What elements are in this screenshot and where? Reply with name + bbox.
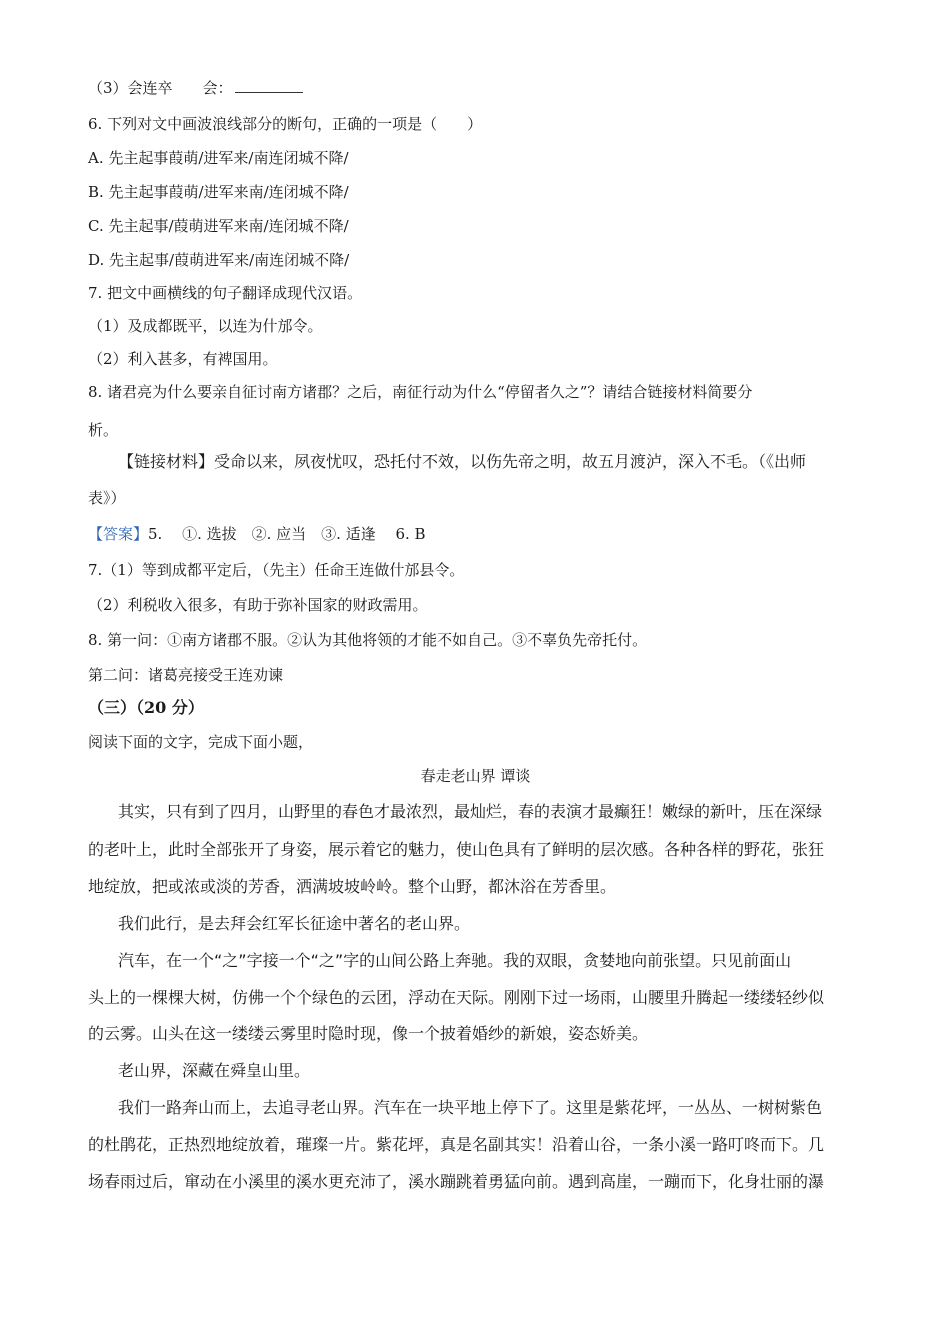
- article-line: 其实，只有到了四月，山野里的春色才最浓烈，最灿烂，春的表演才最癫狂！嫩绿的新叶，压在深绿: [118, 802, 823, 821]
- answer-tag: 【答案】: [88, 525, 149, 543]
- q7-item-1: （1）及成都既平，以连为什邡令。: [88, 317, 323, 335]
- q7-stem: 7. 把文中画横线的句子翻译成现代汉语。: [88, 284, 363, 302]
- answer-blank[interactable]: [235, 78, 303, 93]
- section-heading: （三）（20 分）: [88, 698, 204, 717]
- article-line: 老山界，深藏在舜皇山里。: [118, 1061, 311, 1080]
- article-line: 场春雨过后，窜动在小溪里的溪水更充沛了，溪水蹦跳着勇猛向前。遇到高崖，一蹦而下，化身壮丽的瀑: [88, 1172, 825, 1191]
- article-line: 的老叶上，此时全部张开了身姿，展示着它的魅力，使山色具有了鲜明的层次感。各种各样的野花，张狂: [88, 840, 825, 859]
- article-line: 的杜鹃花，正热烈地绽放着，璀璨一片。紫花坪，真是名副其实！沿着山谷，一条小溪一路叮咚而下。几: [88, 1135, 825, 1154]
- link-material: 【链接材料】受命以来，夙夜忧叹，恐托付不效，以伤先帝之明，故五月渡泸，深入不毛。（《出师: [118, 452, 807, 471]
- article-line: 我们一路奔山而上，去追寻老山界。汽车在一块平地上停下了。这里是紫花坪，一丛丛、一树树紫色: [118, 1098, 823, 1117]
- q8-stem-cont: 析。: [88, 421, 119, 439]
- section-instruction: 阅读下面的文字，完成下面小题，: [88, 733, 314, 751]
- q6-option-d: D. 先主起事/葭萌进军来/南连闭城不降/: [88, 251, 350, 269]
- answer-line-5-6: 【答案】5. ①. 选拔 ②. 应当 ③. 适逢 6. B: [88, 525, 426, 543]
- article-line: 的云雾。山头在这一缕缕云雾里时隐时现，像一个披着婚纱的新娘，姿态娇美。: [88, 1024, 649, 1043]
- answer-8-2: 第二问：诸葛亮接受王连劝谏: [88, 666, 284, 684]
- article-line: 我们此行，是去拜会红军长征途中著名的老山界。: [118, 914, 471, 933]
- q6-option-a: A. 先主起事葭萌/进军来/南连闭城不降/: [88, 149, 349, 167]
- article-line: 地绽放，把或浓或淡的芳香，洒满坡坡岭岭。整个山野，都沐浴在芳香里。: [88, 877, 617, 896]
- answer-7-2: （2）利税收入很多，有助于弥补国家的财政需用。: [88, 596, 428, 614]
- article-title: 春走老山界 谭谈: [420, 767, 531, 785]
- answer-8-1: 8. 第一问：①南方诸郡不服。②认为其他将领的才能不如自己。③不辜负先帝托付。: [88, 631, 648, 649]
- article-line: 头上的一棵棵大树，仿佛一个个绿色的云团，浮动在天际。刚刚下过一场雨，山腰里升腾起一缕缕轻纱似: [88, 988, 825, 1007]
- q6-option-b: B. 先主起事葭萌/进军来南/连闭城不降/: [88, 183, 349, 201]
- q5-item-3: （3）会连卒 会：: [88, 78, 303, 98]
- q6-stem: 6. 下列对文中画波浪线部分的断句，正确的一项是（ ）: [88, 115, 483, 133]
- q6-option-c: C. 先主起事/葭萌进军来南/连闭城不降/: [88, 217, 349, 235]
- answer-7-1: 7.（1）等到成都平定后，（先主）任命王连做什邡县令。: [88, 561, 465, 579]
- article-line: 汽车，在一个“之”字接一个“之”字的山间公路上奔驰。我的双眼，贪婪地向前张望。只见前面山: [118, 951, 792, 970]
- q7-item-2: （2）利入甚多，有裨国用。: [88, 350, 278, 368]
- q8-stem: 8. 诸君亮为什么要亲自征讨南方诸郡？之后，南征行动为什么“停留者久之”？请结合链接材料简要分: [88, 383, 753, 401]
- link-material-cont: 表》）: [88, 489, 126, 507]
